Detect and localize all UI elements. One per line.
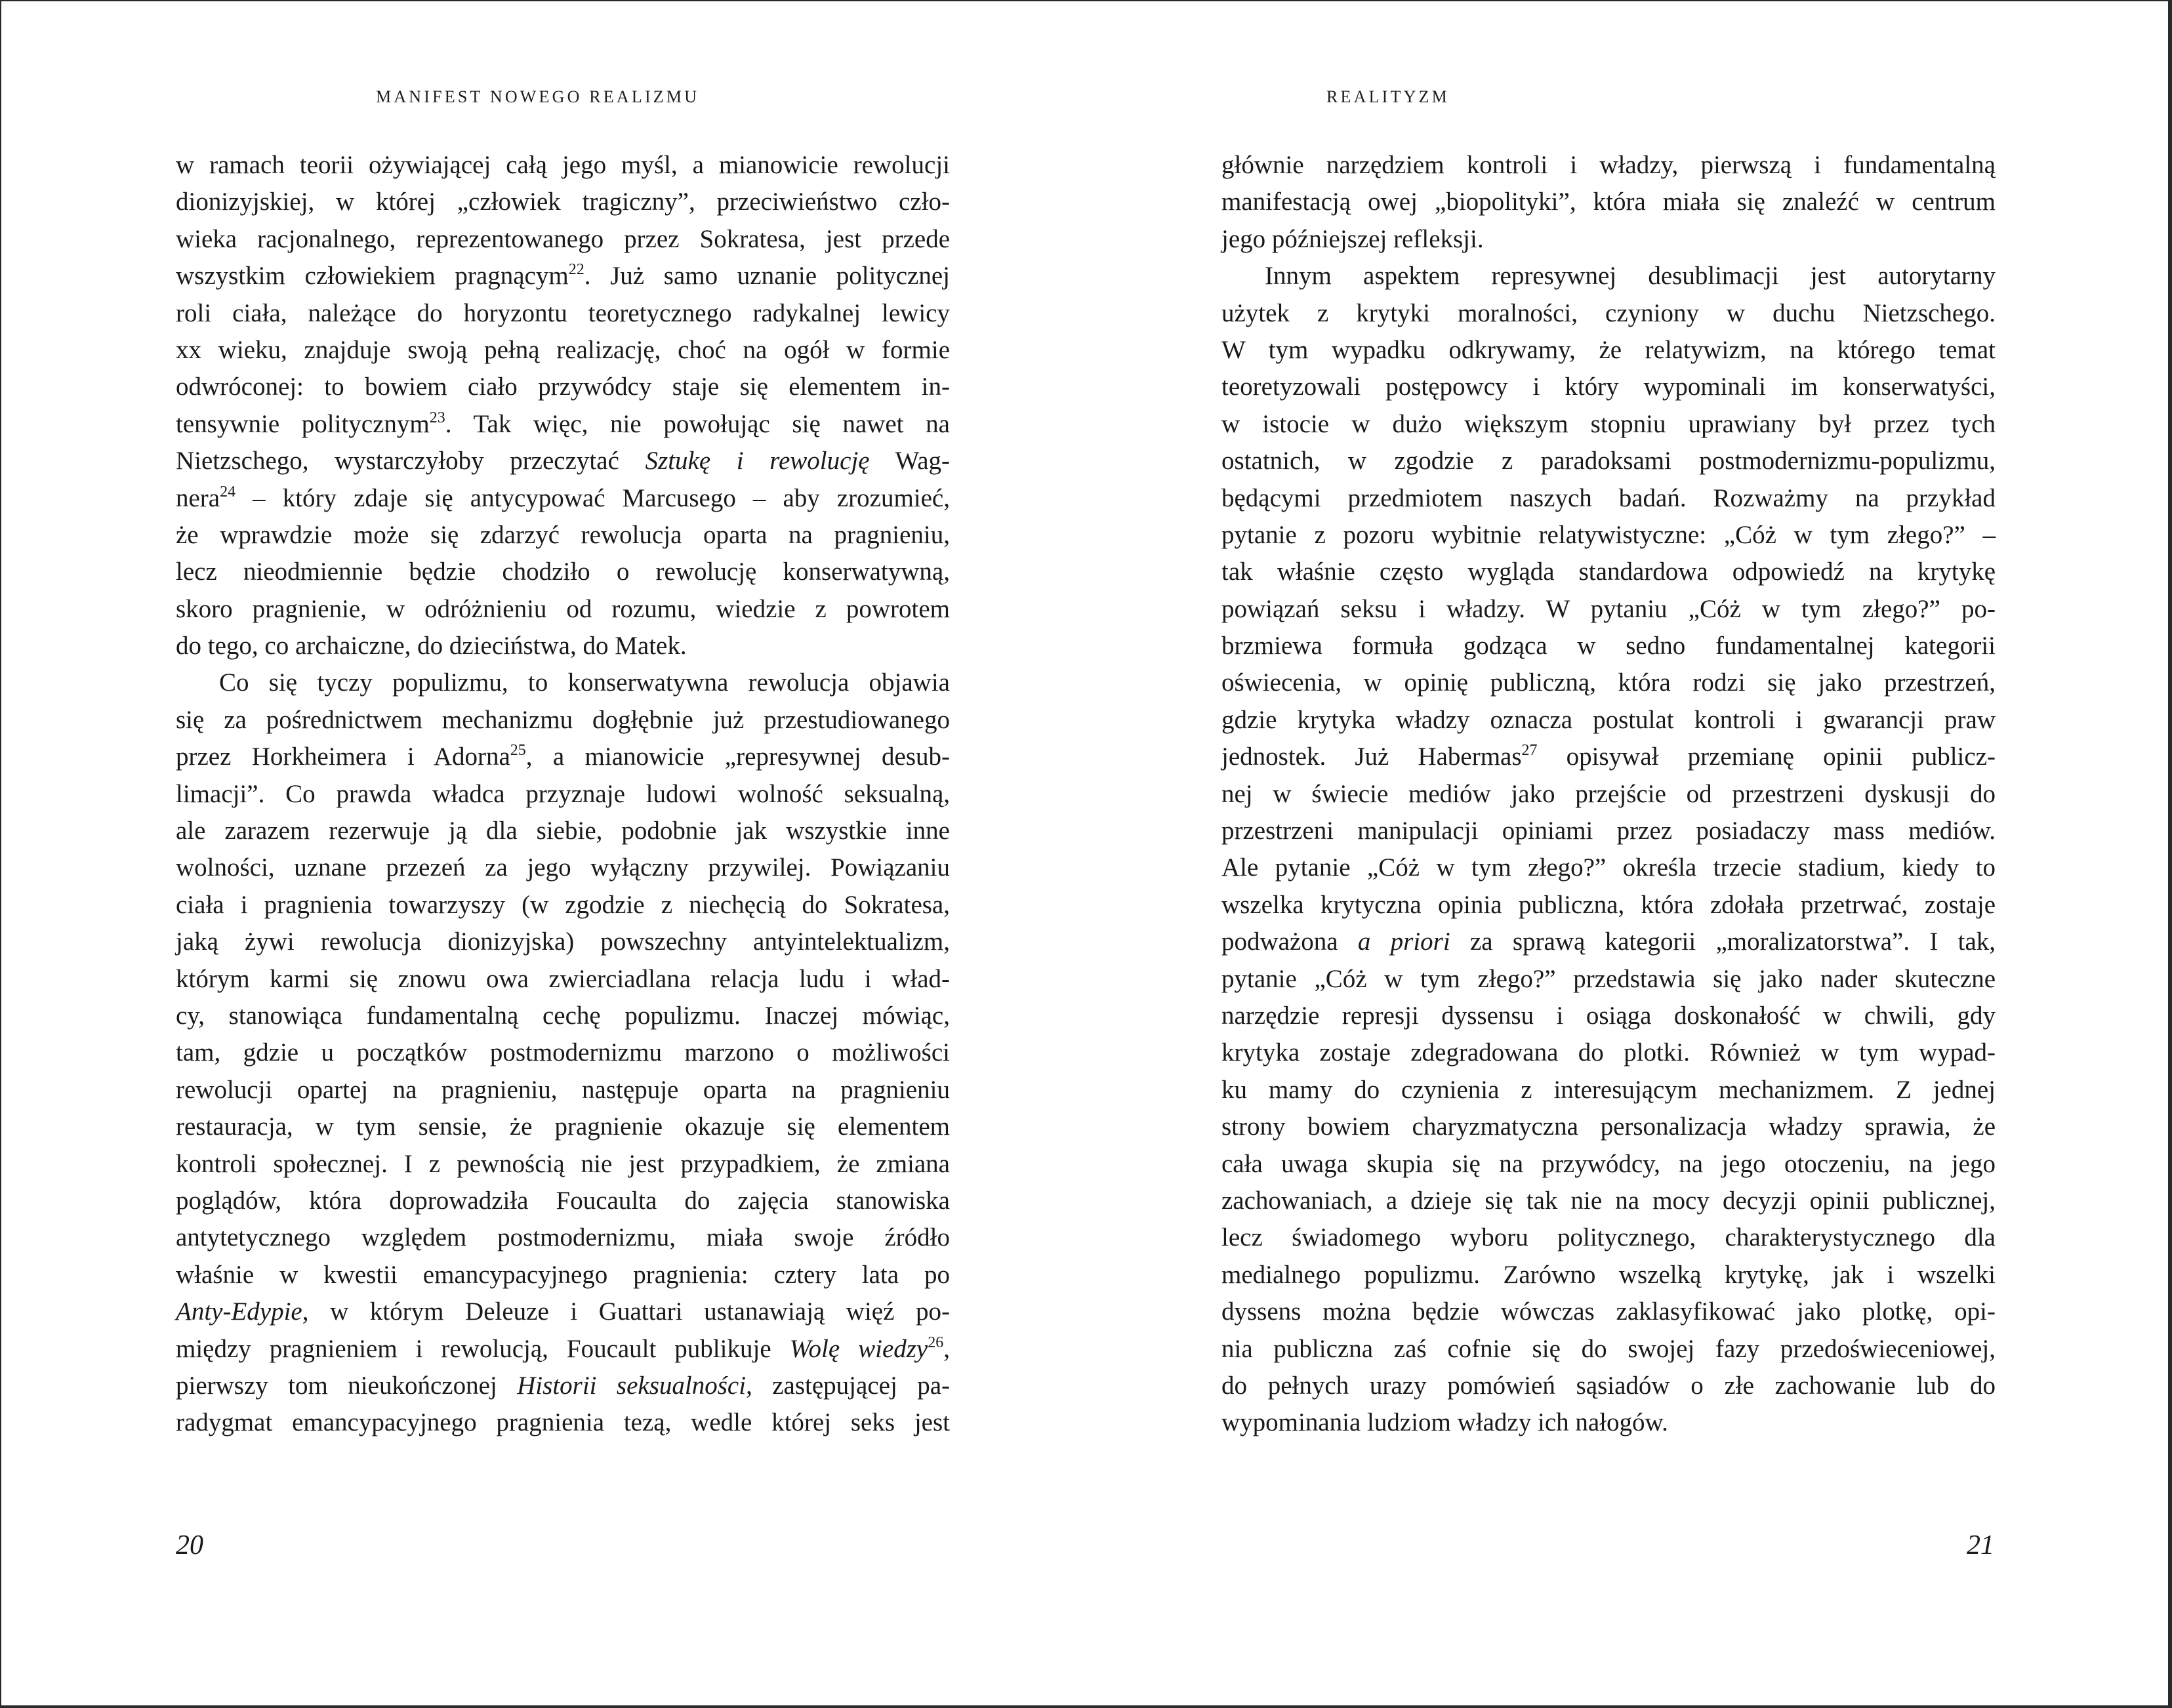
line-text: będącymi przedmiotem naszych badań. Rozważmy na przykład xyxy=(1221,483,1996,512)
line-text: narzędzie represji dyssensu i osiąga doskonałość w chwili, gdy xyxy=(1221,1001,1996,1030)
line-text: cy, stanowiąca fundamentalną cechę populizmu. Inaczej mówiąc, xyxy=(176,1001,950,1030)
line-text-after: , xyxy=(943,1334,950,1363)
italic-title: Sztukę i rewolucję xyxy=(645,447,870,476)
line-text: nera xyxy=(176,483,220,512)
line-text: właśnie w kwestii emancypacyjnego pragnienia: cztery lata po xyxy=(176,1260,950,1289)
footnote-ref: 24 xyxy=(220,483,236,500)
text-line xyxy=(1221,1183,1996,1219)
text-line xyxy=(1221,406,1996,443)
text-line xyxy=(1221,739,1996,775)
text-line xyxy=(176,147,950,184)
text-line xyxy=(1221,295,1996,332)
line-text: między pragnieniem i rewolucją, Foucault publikuje xyxy=(176,1334,790,1363)
text-line xyxy=(1221,443,1996,479)
line-text: cała uwaga skupia się na przywódcy, na jego otoczeniu, na jego xyxy=(1221,1149,1996,1178)
text-line xyxy=(176,776,950,813)
text-line xyxy=(1221,961,1996,998)
line-text: ale zarazem rezerwuje ją dla siebie, podobnie jak wszystkie inne xyxy=(176,817,950,845)
line-text: lecz świadomego wyboru politycznego, charakterystycznego dla xyxy=(1221,1223,1996,1252)
line-text: teoretyzowali postępowcy i który wypominali im konserwatyści, xyxy=(1221,373,1996,401)
line-text: do tego, co archaiczne, do dzieciństwa, do Matek. xyxy=(176,632,687,661)
line-text: użytek z krytyki moralności, czyniony w duchu Nietzschego. xyxy=(1221,298,1996,327)
line-text: w ramach teorii ożywiającej całą jego myśl, a mianowicie rewolucji xyxy=(176,151,950,179)
line-text: ciała i pragnienia towarzyszy (w zgodzie z niechęcią do Sokratesa, xyxy=(176,890,950,919)
line-text: głównie narzędziem kontroli i władzy, pierwszą i fundamentalną xyxy=(1221,151,1996,179)
line-text: manifestacją owej „biopolityki”, która miała się znaleźć w centrum xyxy=(1221,188,1996,216)
line-text-after: za sprawą kategorii „moralizatorstwa”. I tak, xyxy=(1450,927,1996,956)
line-text: wieka racjonalnego, reprezentowanego przez Sokratesa, jest przede xyxy=(176,224,950,253)
text-line xyxy=(176,480,950,517)
line-text-after: , zastępującej pa- xyxy=(746,1371,950,1400)
line-text: Co się tyczy populizmu, to konserwatywna rewolucja objawia xyxy=(219,668,950,697)
line-text: jednostek. Już Habermas xyxy=(1221,742,1522,771)
text-line xyxy=(1221,221,1996,258)
line-text: nej w świecie mediów jako przejście od przestrzeni dyskusji do xyxy=(1221,779,1996,808)
line-text: w istocie w dużo większym stopniu uprawiany był przez tych xyxy=(1221,409,1996,438)
line-text: restauracja, w tym sensie, że pragnienie okazuje się elementem xyxy=(176,1112,950,1141)
text-line xyxy=(176,1257,950,1293)
line-text: powiązań seksu i władzy. W pytaniu „Cóż w tym złego?” po- xyxy=(1221,594,1996,623)
line-text: przestrzeni manipulacji opiniami przez posiadaczy mass mediów. xyxy=(1221,817,1996,845)
line-text: kontroli społecznej. I z pewnością nie jest przypadkiem, że zmiana xyxy=(176,1149,950,1178)
text-line xyxy=(1221,998,1996,1034)
running-head-right: REALITYZM xyxy=(1326,87,1450,106)
text-line xyxy=(1221,1293,1996,1330)
text-line xyxy=(1221,1404,1996,1441)
text-line xyxy=(1221,1257,1996,1293)
text-line xyxy=(1221,332,1996,369)
line-text-after: , w którym Deleuze i Guattari ustanawiają więź po- xyxy=(302,1297,950,1326)
line-text: Innym aspektem represywnej desublimacji jest autorytarny xyxy=(1265,262,1996,291)
text-line xyxy=(1221,591,1996,628)
text-line xyxy=(1221,776,1996,813)
line-text: tam, gdzie u początków postmodernizmu marzono o możliwości xyxy=(176,1038,950,1067)
body-text-left xyxy=(176,147,950,1442)
text-line xyxy=(1221,1368,1996,1404)
line-text-after: Wag- xyxy=(869,447,951,476)
text-line xyxy=(176,369,950,405)
line-text: pytanie „Cóż w tym złego?” przedstawia się jako nader skuteczne xyxy=(1221,964,1996,993)
line-text: ku mamy do czynienia z interesującym mechanizmem. Z jednej xyxy=(1221,1075,1996,1104)
italic-title: Wolę wiedzy xyxy=(789,1334,928,1363)
line-text: podważona xyxy=(1221,927,1358,956)
line-text-after: – który zdaje się antycypować Marcusego – aby zrozumieć, xyxy=(236,483,950,512)
text-line xyxy=(176,258,950,295)
text-line xyxy=(1221,480,1996,517)
line-text: rewolucji opartej na pragnieniu, następuje oparta na pragnieniu xyxy=(176,1075,950,1104)
line-text: jego późniejszej refleksji. xyxy=(1221,224,1484,253)
line-text: jaką żywi rewolucja dionizyjska) powszechny antyintelektualizm, xyxy=(176,927,950,956)
right-page xyxy=(1084,1,2168,1705)
text-line xyxy=(176,849,950,886)
text-line xyxy=(176,554,950,590)
line-text: radygmat emancypacyjnego pragnienia tezą, wedle której seks jest xyxy=(176,1408,950,1437)
text-line xyxy=(1221,1108,1996,1145)
text-line xyxy=(176,1219,950,1256)
footnote-ref: 22 xyxy=(568,261,584,279)
line-text: Ale pytanie „Cóż w tym złego?” określa trzecie stadium, kiedy to xyxy=(1221,853,1996,882)
line-text: zachowaniach, a dzieje się tak nie na mocy decyzji opinii publicznej, xyxy=(1221,1186,1996,1215)
text-line xyxy=(176,887,950,924)
text-line xyxy=(176,739,950,775)
text-line xyxy=(176,1034,950,1071)
italic-title: a priori xyxy=(1357,927,1450,956)
line-text: limacji”. Co prawda władca przyznaje ludowi wolność seksualną, xyxy=(176,779,950,808)
line-text: lecz nieodmiennie będzie chodziło o rewolucję konserwatywną, xyxy=(176,558,950,586)
text-line xyxy=(176,221,950,258)
line-text: oświecenia, w opinię publiczną, która rodzi się jako przestrzeń, xyxy=(1221,668,1996,697)
text-line xyxy=(1221,664,1996,701)
line-text: brzmiewa formuła godząca w sedno fundamentalnej kategorii xyxy=(1221,632,1996,661)
line-text: dionizyjskiej, w której „człowiek tragiczny”, przeciwieństwo czło- xyxy=(176,188,950,216)
text-line xyxy=(1221,147,1996,184)
line-text: dyssens można będzie wówczas zaklasyfikować jako plotkę, opi- xyxy=(1221,1297,1996,1326)
line-text: do pełnych urazy pomówień sąsiadów o złe zachowanie lub do xyxy=(1221,1371,1996,1400)
text-line xyxy=(176,702,950,739)
page-number-right: 21 xyxy=(1967,1530,1994,1560)
line-text: wypominania ludziom władzy ich nałogów. xyxy=(1221,1408,1668,1437)
text-line xyxy=(1221,554,1996,590)
line-text-after: opisywał przemianę opinii publicz- xyxy=(1537,742,1996,771)
line-text: roli ciała, należące do horyzontu teoretycznego radykalnej lewicy xyxy=(176,298,950,327)
text-line xyxy=(1221,369,1996,405)
text-line xyxy=(176,517,950,554)
text-line xyxy=(176,998,950,1034)
text-line xyxy=(176,295,950,332)
text-line xyxy=(1221,517,1996,554)
line-text: Nietzschego, wystarczyłoby przeczytać xyxy=(176,447,645,476)
text-line xyxy=(176,1183,950,1219)
line-text: odwróconej: to bowiem ciało przywódcy staje się elementem in- xyxy=(176,373,950,401)
line-text: antytetycznego względem postmodernizmu, miała swoje źródło xyxy=(176,1223,950,1252)
footnote-ref: 27 xyxy=(1521,742,1538,760)
line-text: się za pośrednictwem mechanizmu dogłębnie już przestudiowanego xyxy=(176,705,950,734)
text-line xyxy=(176,628,950,664)
line-text: krytyka zostaje zdegradowana do plotki. Również w tym wypad- xyxy=(1221,1038,1996,1067)
footnote-ref: 26 xyxy=(928,1333,944,1351)
footnote-ref: 23 xyxy=(429,409,445,426)
text-line xyxy=(1221,924,1996,960)
text-line xyxy=(176,443,950,479)
text-line xyxy=(176,1368,950,1404)
text-line xyxy=(176,1108,950,1145)
line-text: tak właśnie często wygląda standardowa odpowiedź na krytykę xyxy=(1221,558,1996,586)
text-line xyxy=(176,924,950,960)
line-text: poglądów, która doprowadziła Foucaulta do zajęcia stanowiska xyxy=(176,1186,950,1215)
text-line xyxy=(176,406,950,443)
italic-title: Anty-Edypie xyxy=(176,1297,302,1326)
line-text: xx wieku, znajduje swoją pełną realizację, choć na ogół w formie xyxy=(176,335,950,364)
line-text: strony bowiem charyzmatyczna personalizacja władzy sprawia, że xyxy=(1221,1112,1996,1141)
line-text: nia publiczna zaś cofnie się do swojej fazy przedoświeceniowej, xyxy=(1221,1334,1996,1363)
text-line xyxy=(1221,702,1996,739)
text-line xyxy=(176,1404,950,1441)
line-text-after: . Tak więc, nie powołując się nawet na xyxy=(445,409,950,438)
text-line xyxy=(176,591,950,628)
line-text-after: . Już samo uznanie politycznej xyxy=(584,262,950,291)
text-line xyxy=(176,1293,950,1330)
text-line xyxy=(176,664,950,701)
running-head-left: MANIFEST NOWEGO REALIZMU xyxy=(376,87,700,106)
line-text: wszelka krytyczna opinia publiczna, która zdołała przetrwać, zostaje xyxy=(1221,890,1996,919)
footnote-ref: 25 xyxy=(510,742,526,760)
text-line xyxy=(176,1146,950,1183)
line-text: gdzie krytyka władzy oznacza postulat kontroli i gwarancji praw xyxy=(1221,705,1996,734)
line-text: przez Horkheimera i Adorna xyxy=(176,742,510,771)
line-text: tensywnie politycznym xyxy=(176,409,430,438)
text-line xyxy=(1221,1331,1996,1368)
text-line xyxy=(176,332,950,369)
book-spread xyxy=(1,1,2168,1705)
text-line xyxy=(1221,184,1996,220)
line-text: wolności, uznane przezeń za jego wyłączny przywilej. Powiązaniu xyxy=(176,853,950,882)
text-line xyxy=(1221,1072,1996,1108)
line-text: W tym wypadku odkrywamy, że relatywizm, na którego temat xyxy=(1221,335,1996,364)
line-text: medialnego populizmu. Zarówno wszelką krytykę, jak i wszelki xyxy=(1221,1260,1996,1289)
line-text: pierwszy tom nieukończonej xyxy=(176,1371,518,1400)
text-line xyxy=(1221,628,1996,664)
line-text: skoro pragnienie, w odróżnieniu od rozumu, wiedzie z powrotem xyxy=(176,594,950,623)
text-line xyxy=(1221,1219,1996,1256)
page-number-left: 20 xyxy=(176,1530,203,1560)
text-line xyxy=(176,1072,950,1108)
italic-title: Historii seksualności xyxy=(517,1371,747,1400)
line-text: którym karmi się znowu owa zwierciadlana relacja ludu i wład- xyxy=(176,964,950,993)
body-text-right xyxy=(1221,147,1996,1442)
text-line xyxy=(1221,258,1996,295)
line-text: że wprawdzie może się zdarzyć rewolucja oparta na pragnieniu, xyxy=(176,520,950,549)
text-line xyxy=(1221,1034,1996,1071)
text-line xyxy=(1221,887,1996,924)
line-text: ostatnich, w zgodzie z paradoksami postmodernizmu-populizmu, xyxy=(1221,447,1996,476)
text-line xyxy=(176,813,950,849)
text-line xyxy=(1221,1146,1996,1183)
line-text: wszystkim człowiekiem pragnącym xyxy=(176,262,569,291)
text-line xyxy=(1221,813,1996,849)
text-line xyxy=(176,184,950,220)
line-text: pytanie z pozoru wybitnie relatywistyczne: „Cóż w tym złego?” – xyxy=(1221,520,1996,549)
line-text-after: , a mianowicie „represywnej desub- xyxy=(525,742,950,771)
text-line xyxy=(1221,849,1996,886)
text-line xyxy=(176,961,950,998)
text-line xyxy=(176,1331,950,1368)
left-page xyxy=(1,1,1084,1705)
